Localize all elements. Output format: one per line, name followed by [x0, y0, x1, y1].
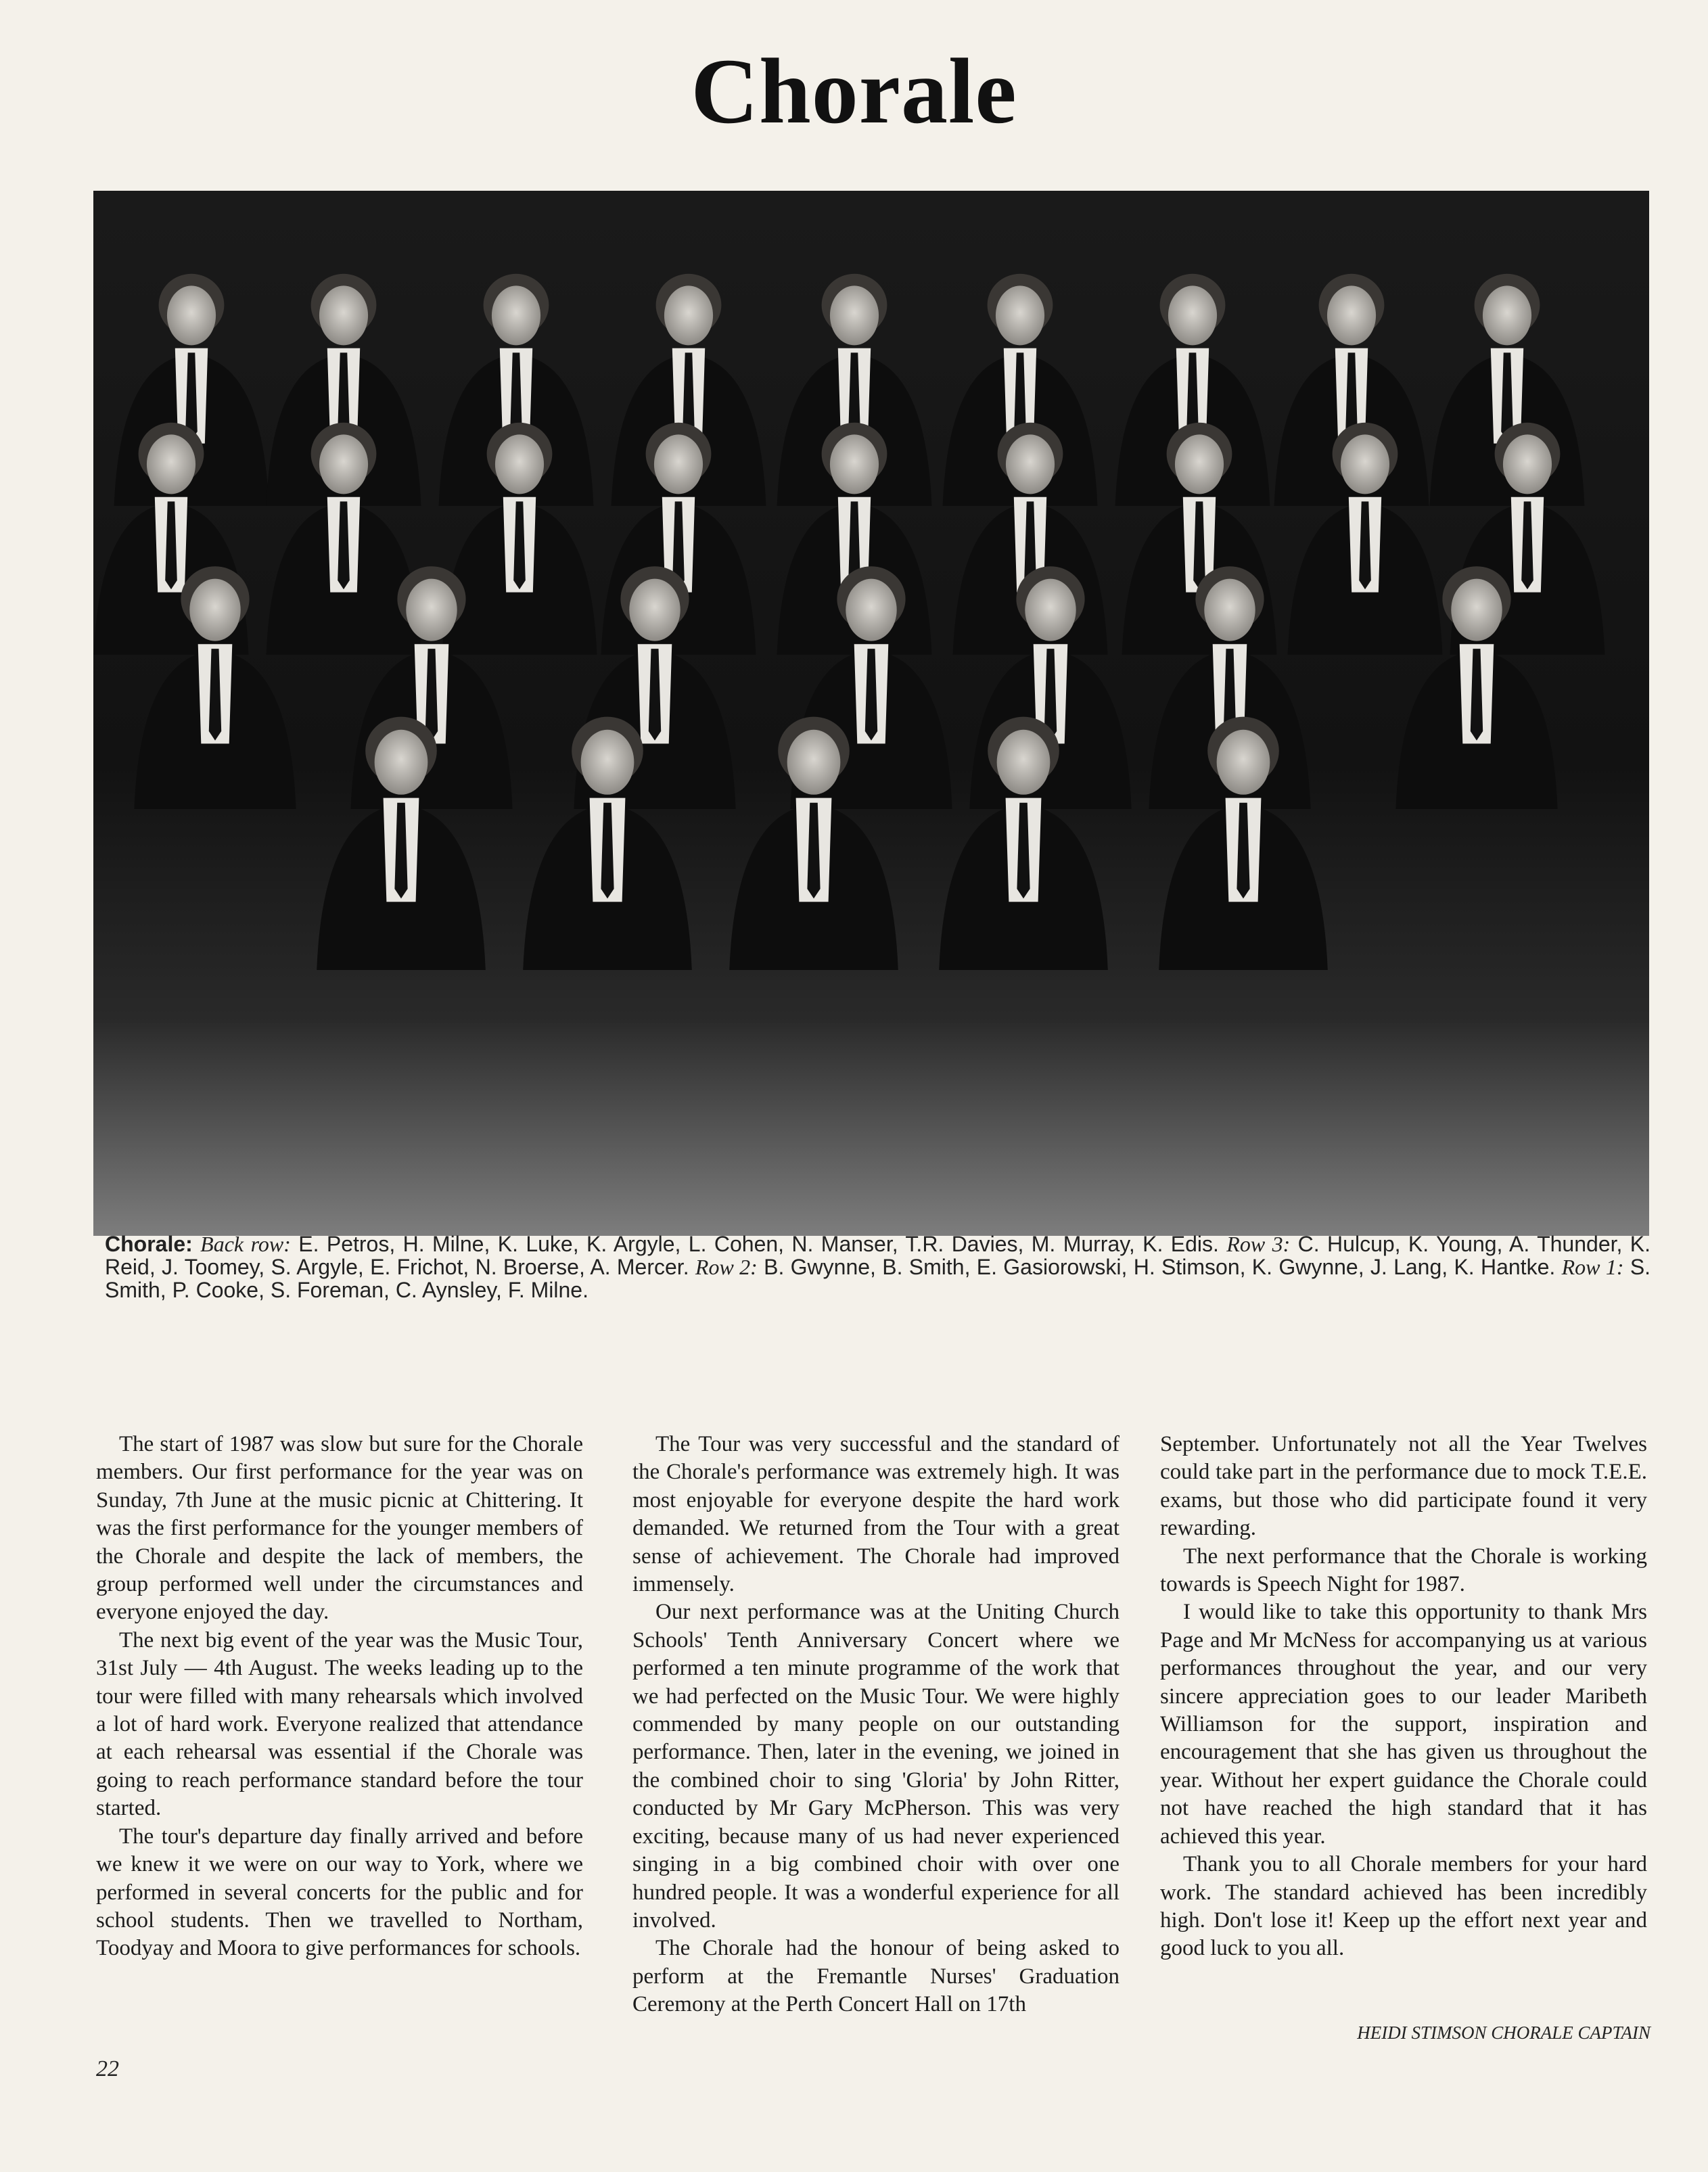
group-photo-illustration	[93, 191, 1649, 1236]
article-paragraph: I would like to take this opportunity to thank Mrs Page and Mr McNess for accompanying us at various performances throughout the year, and our very sincere appreciation goes to our leader Maribeth Williamson for the support, inspiration and encouragement that she has given us throughout the year. Without her expert guidance the Chorale could not have reached the high standard that it has achieved this year.	[1160, 1600, 1647, 1849]
article-paragraph: The next big event of the year was the Music Tour, 31st July — 4th August. The weeks leading up to the tour were filled with many rehearsals which involved a lot of hard work. Everyone realized that attendance at each rehearsal was essential if the Chorale was going to reach performance standard before the tour started.	[96, 1627, 583, 1821]
caption-back-row-names: E. Petros, H. Milne, K. Luke, K. Argyle, L. Cohen, N. Manser, T.R. Davies, M. Murray, K. Edis.	[298, 1232, 1219, 1256]
article-paragraph: The Chorale had the honour of being asked to perform at the Fremantle Nurses' Graduation Ceremony at the Perth Concert Hall on 17th	[632, 1936, 1120, 2017]
article-column-2	[632, 1431, 1120, 2019]
article-column-1	[96, 1431, 583, 1963]
article-paragraph: Thank you to all Chorale members for your hard work. The standard achieved has been incredibly high. Don't lose it! Keep up the effort next year and good luck to you all.	[1160, 1852, 1647, 1961]
caption-row3-names: C. Hulcup, K. Young, A. Thunder, K. Reid, J. Toomey, S. Argyle, E. Frichot, N. Broerse, A. Mercer.	[105, 1232, 1651, 1279]
caption-row1-names: S. Smith, P. Cooke, S. Foreman, C. Aynsley, F. Milne.	[105, 1255, 1651, 1302]
article-paragraph: The start of 1987 was slow but sure for the Chorale members. Our first performance for the year was on Sunday, 7th June at the music picnic at Chittering. It was the first performance for the younger members of the Chorale and despite the lack of members, the group performed well under the circumstances and everyone enjoyed the day.	[96, 1432, 583, 1625]
article-body	[96, 1431, 1652, 2073]
photo-caption	[105, 1232, 1651, 1301]
article-paragraph: Our next performance was at the Uniting Church Schools' Tenth Anniversary Concert where we performed a ten minute programme of the work that we had perfected on the Music Tour. We were highly commended by many people on our outstanding performance. Then, later in the evening, we joined in the combined choir to sing 'Gloria' by John Ritter, conducted by Mr Gary McPherson. This was very exciting, because many of us had never experienced singing in a big combined choir with over one hundred people. It was a wonderful experience for all involved.	[632, 1600, 1120, 1933]
caption-back-row-label: Back row:	[200, 1232, 291, 1256]
article-paragraph: The next performance that the Chorale is working towards is Speech Night for 1987.	[1160, 1544, 1647, 1597]
article-paragraph: The Tour was very successful and the standard of the Chorale's performance was extremely high. It was most enjoyable for everyone despite the hard work demanded. We returned from the Tour with a great sense of achievement. The Chorale had improved immensely.	[632, 1432, 1120, 1597]
caption-lead: Chorale:	[105, 1232, 193, 1256]
page-title: Chorale	[691, 39, 1017, 143]
caption-row2-label: Row 2:	[695, 1255, 758, 1279]
article-paragraph: The tour's departure day finally arrived and before we knew it we were on our way to York, where we performed in several concerts for the public and for school students. Then we travelled to Northam, Toodyay and Moora to give performances for schools.	[96, 1824, 583, 1961]
page-number: 22	[96, 2056, 119, 2081]
article-column-3	[1160, 1431, 1647, 1963]
caption-row1-label: Row 1:	[1561, 1255, 1624, 1279]
caption-row2-names: B. Gwynne, B. Smith, E. Gasiorowski, H. Stimson, K. Gwynne, J. Lang, K. Hantke.	[764, 1255, 1556, 1279]
article-paragraph: September. Unfortunately not all the Year Twelves could take part in the performance due to mock T.E.E. exams, but those who did participate found it very rewarding.	[1160, 1432, 1647, 1541]
group-photo	[93, 191, 1649, 1236]
caption-row3-label: Row 3:	[1226, 1232, 1291, 1256]
article-signature: HEIDI STIMSON CHORALE CAPTAIN	[1357, 2023, 1651, 2043]
